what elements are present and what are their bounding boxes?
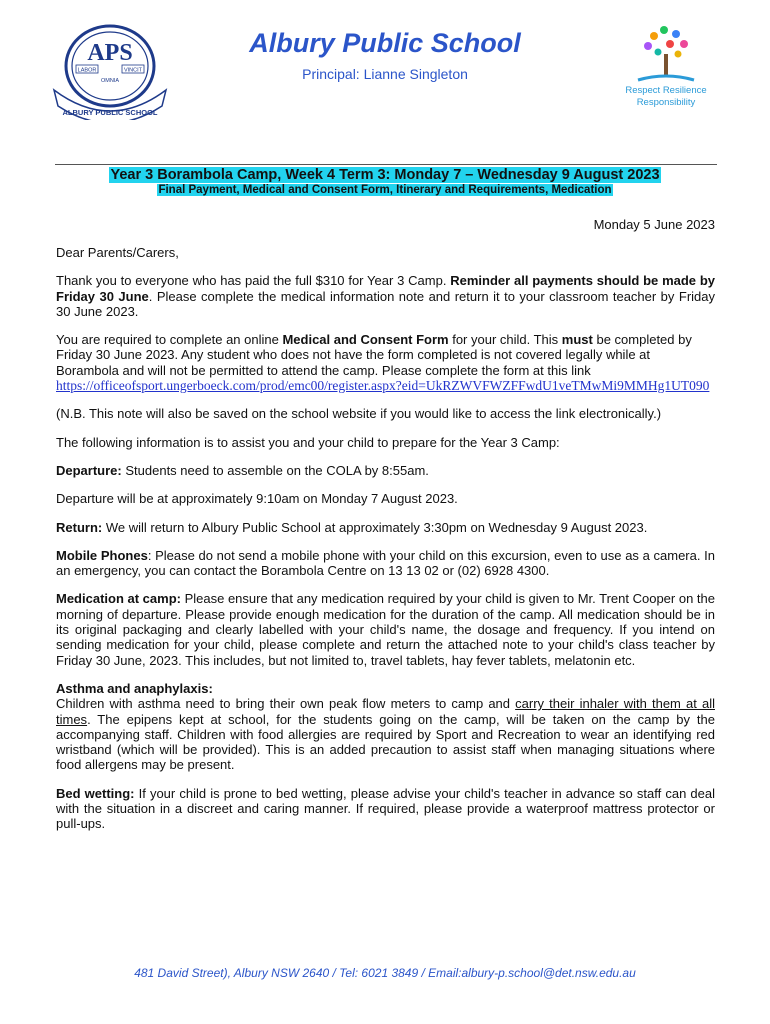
return-paragraph: Return: We will return to Albury Public School at approximately 3:30pm on Wednesday 9 August 2023. bbox=[56, 519, 648, 535]
principal-line: Principal: Lianne Singleton bbox=[302, 66, 468, 82]
mobile-phones-paragraph: Mobile Phones: Please do not send a mobile phone with your child on this excursion, even to use as a camera. In an emergency, you can contact the Borambola Centre on 13 13 02 or (02) 6928 4300. bbox=[56, 547, 715, 579]
letter-subtitle: Final Payment, Medical and Consent Form, Itinerary and Requirements, Medication bbox=[158, 184, 612, 196]
tree-icon bbox=[638, 26, 694, 80]
info-intro: The following information is to assist you and your child to prepare for the Year 3 Camp: bbox=[56, 434, 560, 450]
payment-paragraph: Thank you to everyone who has paid the full $310 for Year 3 Camp. Reminder all payments should be made by Friday 30 June. Please complete the medical information note and return it to your classroom teacher by Friday 30 June 2023. bbox=[56, 273, 715, 319]
departure-time-paragraph: Departure will be at approximately 9:10am on Monday 7 August 2023. bbox=[56, 491, 458, 507]
departure-paragraph: Departure: Students need to assemble on the COLA by 8:55am. bbox=[56, 462, 429, 478]
footer-contact: 481 David Street), Albury NSW 2640 / Tel: 6021 3849 / Email:albury-p.school@det.nsw.edu.au bbox=[134, 966, 636, 980]
svg-text:Responsibility: Responsibility bbox=[636, 97, 696, 108]
svg-text:Respect Resilience: Respect Resilience bbox=[625, 85, 707, 96]
svg-text:APS: APS bbox=[87, 40, 133, 66]
letter-date: Monday 5 June 2023 bbox=[593, 217, 715, 232]
letter-body bbox=[56, 245, 715, 845]
school-name: Albury Public School bbox=[249, 28, 521, 58]
letter-title: Year 3 Borambola Camp, Week 4 Term 3: Monday 7 – Wednesday 9 August 2023 bbox=[110, 167, 660, 183]
greeting: Dear Parents/Carers, bbox=[56, 245, 179, 260]
consent-form-link[interactable]: https://officeofsport.ungerboeck.com/prod/emc00/register.aspx?eid=UkRZWVFWZFFwdU1veTMwMi9MMHg1UT090 bbox=[56, 378, 710, 394]
medication-paragraph: Medication at camp: Please ensure that any medication required by your child is given to Mr. Trent Cooper on the morning of departure. Please provide enough medication for the duration of the camp. All medication should be in its original packaging and clearly labelled with your child's name, the dosage and frequency. If you intend on sending medication for your child, please complete and return the attached note to your child's class teacher by Friday 30 June, 2023. This includes, but not limited to, travel tablets, hay fever tablets, melatonin etc. bbox=[56, 591, 715, 668]
svg-text:LABOR: LABOR bbox=[77, 67, 97, 74]
nb-paragraph: (N.B. This note will also be saved on the school website if you would like to access the link electronically.) bbox=[56, 406, 662, 422]
consent-paragraph: You are required to complete an online Medical and Consent Form for your child. This must be completed by Friday 30 June 2023. Any student who does not have the form completed is not covered legally while at Borambola and will not be permitted to attend the camp. Please complete the form at this link https://officeofsport.ungerboeck.com/prod/emc00/register.aspx?eid=UkRZWVFWZFFwdU1veTMwMi9MMHg1UT090 bbox=[56, 332, 710, 394]
header-divider bbox=[55, 164, 717, 165]
svg-text:VINCIT: VINCIT bbox=[123, 67, 143, 74]
school-values-logo bbox=[618, 22, 714, 112]
asthma-paragraph: Asthma and anaphylaxis: Children with asthma need to bring their own peak flow meters to camp and carry their inhaler with them at all times. The epipens kept at school, for the students going on the camp, will be taken on the camp by the accompanying staff. Children with food allergies are required by Sport and Recreation to wear an identifying red wristband (which will be provided). This is an added precaution to assist staff when managing situations where food allergens may be present. bbox=[56, 680, 715, 773]
svg-text:OMNIA: OMNIA bbox=[100, 78, 120, 84]
bed-wetting-paragraph: Bed wetting: If your child is prone to bed wetting, please advise your child's teacher in advance so staff can deal with the situation in a discreet and caring manner. If required, please provide a waterproof mattress protector or pull-ups. bbox=[56, 785, 715, 832]
svg-text:ALBURY PUBLIC SCHOOL: ALBURY PUBLIC SCHOOL bbox=[62, 108, 158, 117]
